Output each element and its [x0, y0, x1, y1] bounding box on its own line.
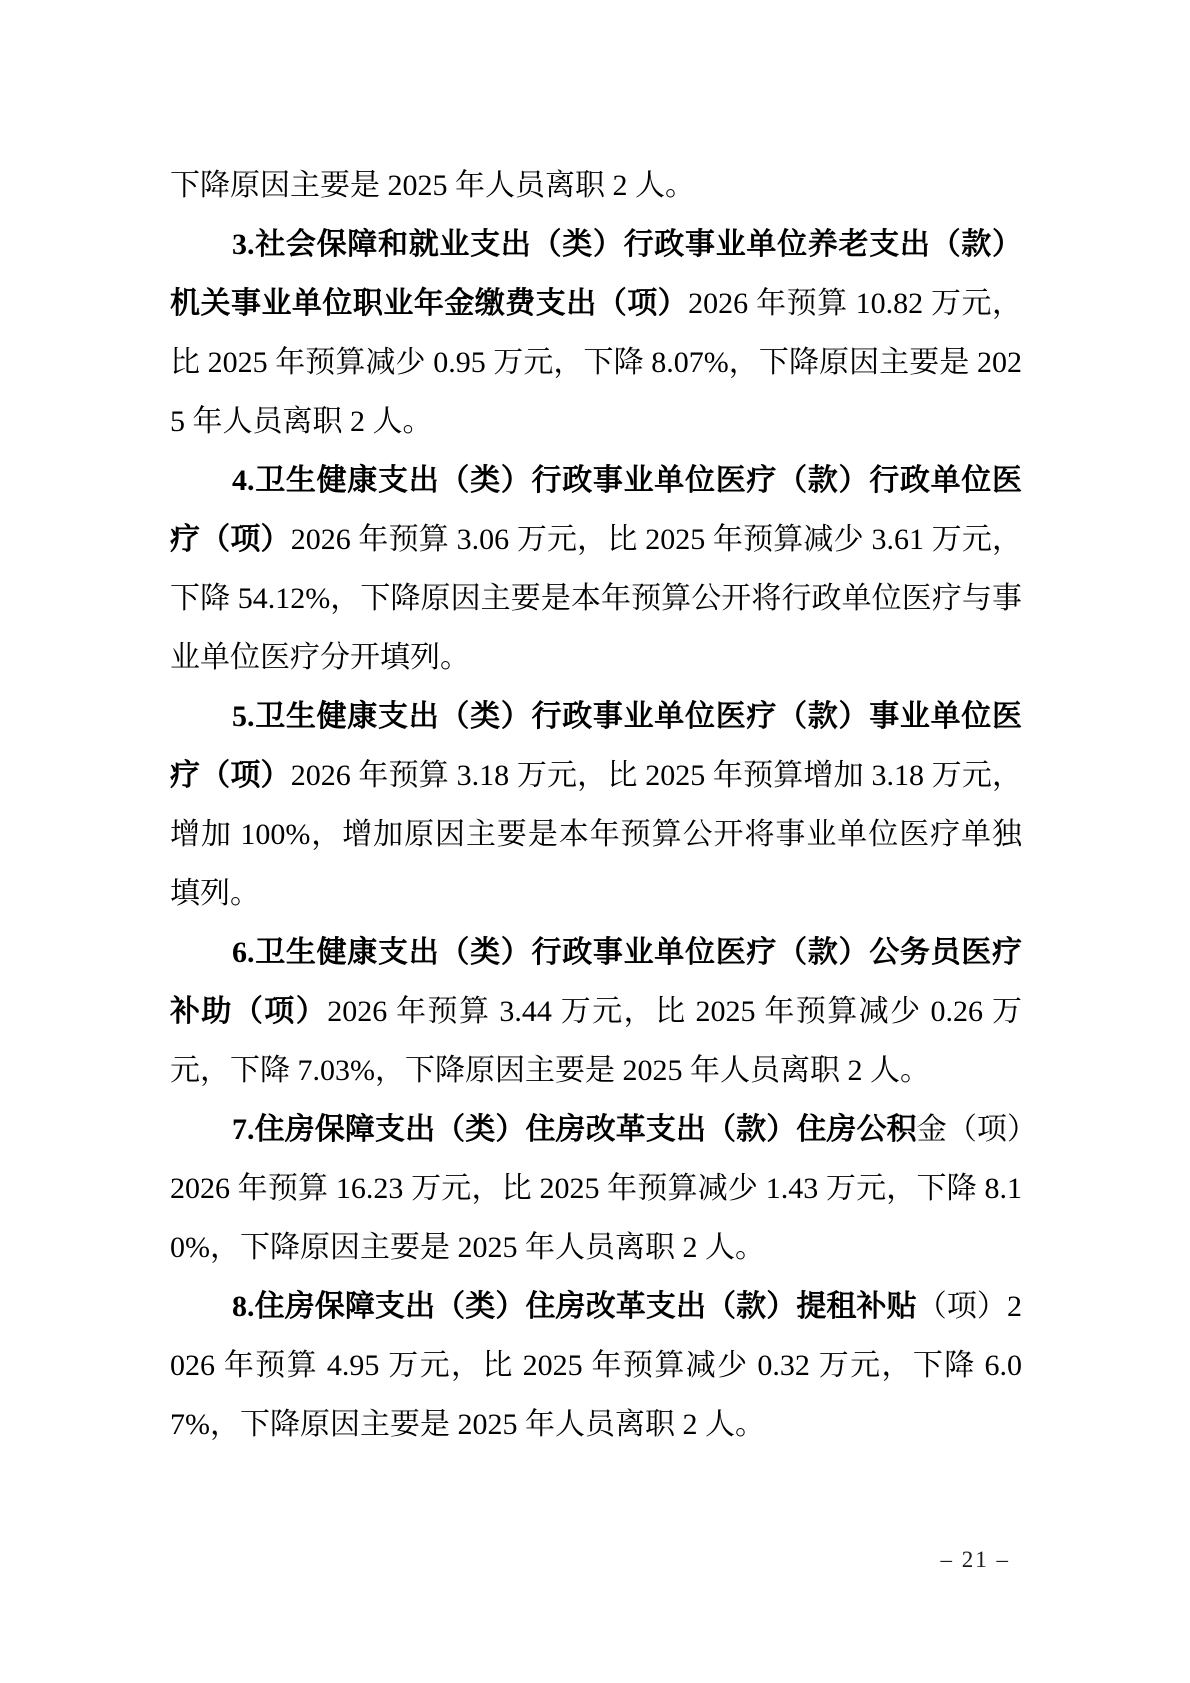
para-emphasis-text: 5.卫生健康支出（类）行政事业单位医疗（款）事业单位医疗（项） — [170, 700, 1022, 792]
para-body-text: 下降原因主要是 2025 年人员离职 2 人。 — [170, 169, 695, 202]
paragraph-item-7 — [170, 1100, 1022, 1277]
para-body-text: （项）2026 年预算 4.95 万元，比 2025 年预算减少 0.32 万元，下降 6.07%，下降原因主要是 2025 年人员离职 2 人。 — [170, 1290, 1023, 1441]
para-body-text: 2026 年预算 3.18 万元，比 2025 年预算增加 3.18 万元，增加 100%，增加原因主要是本年预算公开将事业单位医疗单独填列。 — [170, 759, 1023, 910]
paragraph-continuation — [170, 156, 1022, 215]
paragraph-item-6 — [170, 923, 1022, 1100]
page-number: – 21 – — [940, 1547, 1010, 1572]
para-body-text: 2026 年预算 3.06 万元，比 2025 年预算减少 3.61 万元，下降 54.12%，下降原因主要是本年预算公开将行政单位医疗与事业单位医疗分开填列。 — [170, 523, 1023, 674]
paragraph-item-5 — [170, 687, 1022, 923]
para-emphasis-text: 3.社会保障和就业支出（类）行政事业单位养老支出（款）机关事业单位职业年金缴费支出（项） — [170, 228, 1022, 320]
para-body-text: 2026 年预算 3.44 万元，比 2025 年预算减少 0.26 万元，下降 7.03%，下降原因主要是 2025 年人员离职 2 人。 — [170, 995, 1022, 1087]
para-emphasis-text: 4.卫生健康支出（类）行政事业单位医疗（款）行政单位医疗（项） — [170, 464, 1022, 556]
para-emphasis-text: 6.卫生健康支出（类）行政事业单位医疗（款）公务员医疗补助（项） — [170, 936, 1022, 1028]
paragraph-item-3 — [170, 215, 1022, 451]
para-body-text: 金（项）2026 年预算 16.23 万元，比 2025 年预算减少 1.43 万元，下降 8.10%，下降原因主要是 2025 年人员离职 2 人。 — [170, 1113, 1023, 1264]
page-body-text — [170, 156, 1022, 1454]
para-emphasis-text: 8.住房保障支出（类）住房改革支出（款）提租补贴 — [232, 1290, 917, 1323]
paragraph-item-8 — [170, 1277, 1022, 1454]
para-body-text: 2026 年预算 10.82 万元，比 2025 年预算减少 0.95 万元，下降 8.07%，下降原因主要是 2025 年人员离职 2 人。 — [170, 287, 1023, 438]
para-emphasis-text: 7.住房保障支出（类）住房改革支出（款）住房公积 — [232, 1113, 917, 1146]
paragraph-item-4 — [170, 451, 1022, 687]
